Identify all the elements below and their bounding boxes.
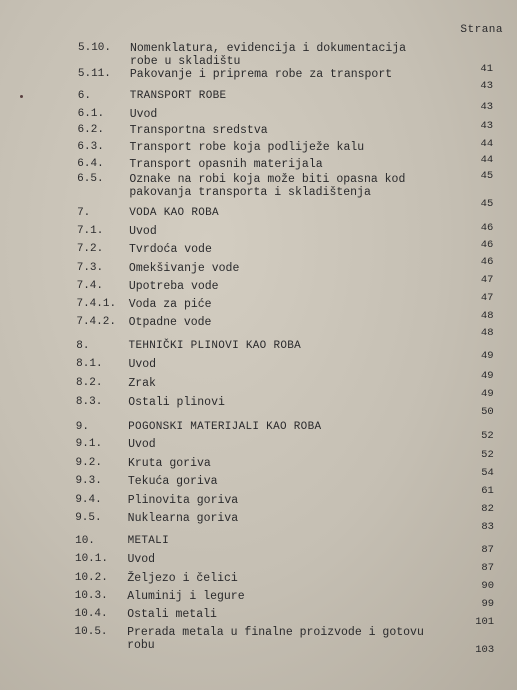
toc-entry-number: 6.3. [77,141,104,153]
toc-entry-title: Aluminij i legure [127,590,245,603]
toc-entry-title: Omekšivanje vode [128,262,240,275]
toc-entry-number: 10.1. [74,553,108,565]
toc-entry-page-number: 48 [480,310,494,322]
toc-entry-number: 7. [77,207,91,219]
toc-entry-page-number: 48 [480,327,494,339]
toc-chapter-title: METALI [127,535,169,547]
toc-entry-title: Kruta goriva [127,457,211,470]
toc-entry-number: 8.2. [76,377,103,389]
toc-entry-title: Uvod [129,225,157,238]
toc-entry-page-number: 87 [481,544,494,556]
toc-chapter-title: POGONSKI MATERIJALI KAO ROBA [128,421,322,433]
toc-entry-page-number: 44 [480,154,494,166]
toc-entry-title: Pakovanje i priprema robe za transport [129,68,393,81]
toc-entry-number: 10.4. [74,608,108,620]
toc-entry-number: 10.3. [74,590,108,602]
toc-entry-title: Uvod [128,438,156,451]
toc-entry-page-number: 52 [481,449,494,461]
toc-entry-page-number: 43 [480,120,494,132]
toc-entry-number: 7.4.1. [76,298,117,310]
toc-entry-number: 10.5. [74,626,108,638]
toc-entry-title: Tekuća goriva [127,475,218,488]
toc-entry-title: Nomenklatura, evidencija i dokumentacija robe u skladištu [130,42,407,68]
toc-entry-title: Prerada metala u finalne proizvode i gotovu robu [127,626,424,652]
toc-entry-number: 7.2. [76,243,104,255]
toc-entry-page-number: 99 [481,598,495,610]
toc-entry-title: Voda za piće [128,298,212,311]
toc-entry-number: 9.2. [75,457,102,469]
toc-entry-title: Transport robe koja podliježe kalu [129,141,365,154]
toc-entry-number: 7.4.2. [76,316,116,328]
toc-entry-page-number: 46 [480,222,494,234]
toc-entry-page-number: 54 [481,467,494,479]
ink-speck [20,95,23,98]
toc-chapter-title: VODA KAO ROBA [129,207,219,219]
toc-entry-page-number: 43 [480,101,494,113]
toc-entry-number: 9.1. [75,438,103,450]
toc-entry-page-number: 103 [475,644,495,656]
toc-chapter-title: TEHNIČKI PLINOVI KAO ROBA [128,340,302,352]
toc-entry-number: 9.5. [75,512,102,524]
toc-chapter-title: TRANSPORT ROBE [129,90,227,102]
toc-entry-title: Oznake na robi koja može biti opasna kod pakovanja transporta i skladištenja [129,173,406,199]
toc-entry-title: Transportna sredstva [129,124,268,137]
toc-entry-page-number: 90 [481,580,495,592]
toc-entry-title: Tvrdoća vode [129,243,212,256]
toc-entry-title: Uvod [128,358,157,371]
toc-entry-page-number: 46 [480,256,494,268]
toc-entry-title: Uvod [129,108,158,121]
page-column-header: Strana [460,24,503,36]
toc-entry-page-number: 43 [480,80,494,92]
toc-entry-page-number: 87 [481,562,494,574]
toc-entry-page-number: 44 [480,138,494,150]
toc-entry-page-number: 47 [480,292,494,304]
toc-entry-number: 10.2. [74,572,108,584]
toc-entry-page-number: 50 [481,406,494,418]
toc-entry-title: Ostali metali [127,608,217,621]
toc-entry-page-number: 45 [480,170,494,182]
toc-entry-title: Ostali plinovi [128,396,225,409]
toc-entry-page-number: 52 [481,430,494,442]
toc-entry-page-number: 46 [480,239,494,251]
toc-entry-title: Uvod [127,553,156,566]
toc-entry-title: Transport opasnih materijala [129,158,323,171]
toc-entry-number: 6.4. [77,158,104,170]
toc-entry-number: 6.1. [77,108,105,120]
toc-entry-page-number: 45 [480,198,494,210]
toc-entry-number: 6.2. [77,124,104,136]
toc-entry-title: Željezo i čelici [127,572,238,585]
toc-entry-page-number: 101 [475,616,495,628]
toc-entry-number: 9.4. [75,494,102,506]
toc-entry-title: Zrak [128,377,156,390]
toc-entry-page-number: 49 [481,388,494,400]
toc-entry-number: 10. [75,535,95,547]
toc-entry-page-number: 61 [481,485,494,497]
toc-entry-number: 5.11. [77,68,111,80]
toc-entry-page-number: 82 [481,503,494,515]
toc-entry-number: 7.1. [76,225,104,237]
toc-entry-page-number: 49 [480,350,494,362]
toc-entry-number: 9.3. [75,475,102,487]
toc-entry-title: Upotreba vode [128,280,219,293]
toc-entry-number: 6. [77,90,91,102]
toc-entry-number: 8.1. [76,358,103,370]
toc-entry-page-number: 49 [481,370,494,382]
toc-entry-number: 9. [75,421,89,433]
toc-entry-number: 7.3. [76,262,104,274]
toc-entry-page-number: 41 [480,63,493,75]
toc-entry-number: 6.5. [77,173,104,185]
toc-entry-title: Nuklearna goriva [127,512,239,525]
toc-entry-number: 5.10. [78,42,112,54]
toc-entry-page-number: 47 [480,274,494,286]
toc-entry-title: Plinovita goriva [127,494,239,507]
toc-entry-title: Otpadne vode [128,316,212,329]
toc-entry-page-number: 83 [481,521,494,533]
toc-entry-number: 8.3. [75,396,103,408]
toc-entry-number: 7.4. [76,280,103,292]
toc-entry-number: 8. [76,340,90,352]
